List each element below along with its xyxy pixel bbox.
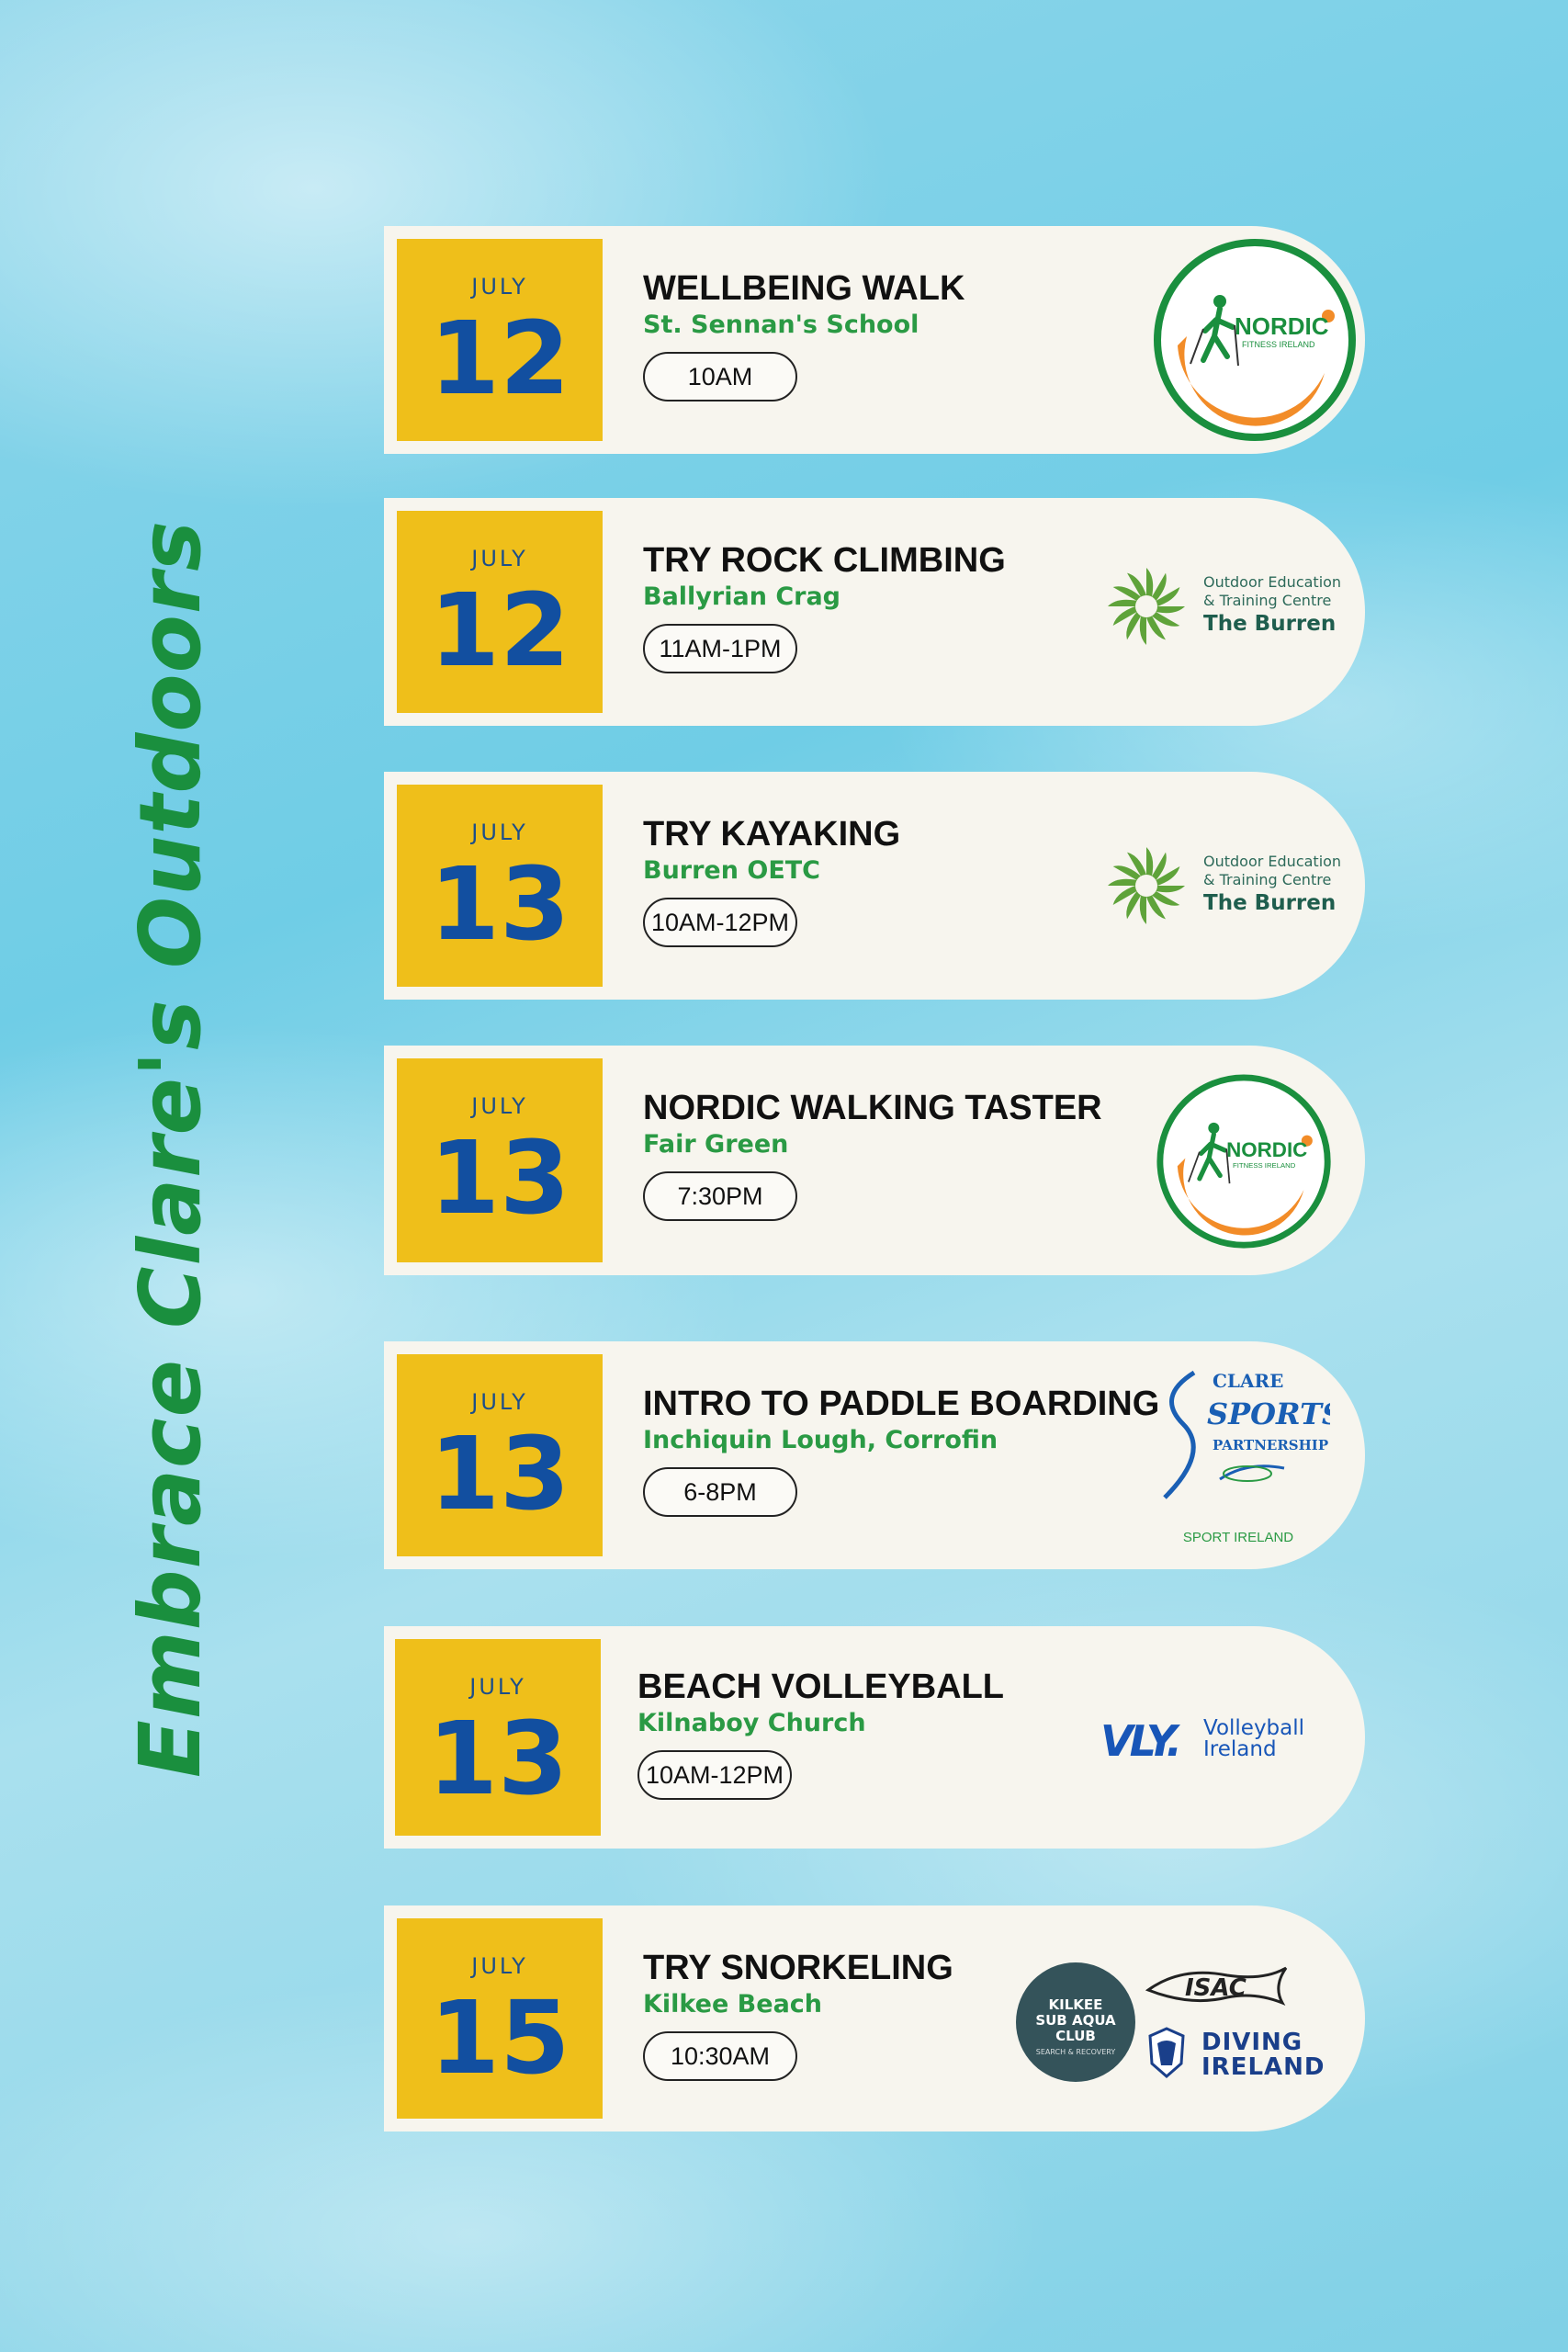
- event-card: [384, 1341, 1365, 1569]
- event-day: 13: [429, 845, 570, 963]
- burren-logo-text: [1203, 853, 1341, 917]
- clare-line3: PARTNERSHIP: [1213, 1437, 1329, 1453]
- nordic-logo-main: NORDIC: [1235, 312, 1329, 340]
- date-box: [397, 511, 603, 713]
- kilkee-sub-aqua-club-logo: [1016, 1962, 1135, 2082]
- event-card: [384, 1626, 1365, 1849]
- diving-ireland-logo: [1145, 2027, 1328, 2082]
- event-time: 10AM-12PM: [643, 898, 797, 947]
- event-location: Burren OETC: [643, 856, 820, 885]
- date-box: [395, 1639, 601, 1836]
- event-time: 10AM-12PM: [637, 1750, 792, 1800]
- event-day: 13: [427, 1700, 569, 1817]
- event-card: [384, 1046, 1365, 1275]
- event-info: [643, 1948, 953, 2081]
- event-location: Inchiquin Lough, Corrofin: [643, 1426, 998, 1454]
- date-box: [397, 785, 603, 987]
- event-info: [643, 1384, 1159, 1517]
- volleyball-line1: Volleyball: [1203, 1716, 1305, 1740]
- burren-oetc-logo: [1100, 840, 1348, 941]
- event-location: Fair Green: [643, 1130, 789, 1159]
- clare-sports-graphic: [1146, 1360, 1330, 1525]
- volleyball-ireland-mark: VLY.: [1100, 1716, 1179, 1766]
- nordic-logo-sub: FITNESS IRELAND: [1242, 340, 1315, 349]
- event-info: [637, 1667, 1004, 1800]
- event-title: TRY SNORKELING: [643, 1949, 953, 1987]
- isac-text: ISAC: [1185, 1974, 1247, 2002]
- burren-oetc-logo: [1100, 560, 1348, 662]
- event-month: JULY: [471, 546, 528, 571]
- nordic-logo-graphic: [1154, 1071, 1334, 1251]
- event-day: 15: [429, 1979, 570, 2097]
- event-title: BEACH VOLLEYBALL: [637, 1668, 1004, 1706]
- event-location: St. Sennan's School: [643, 311, 919, 339]
- date-box: [397, 239, 603, 441]
- event-day: 12: [429, 300, 570, 417]
- kilkee-sub: SEARCH & RECOVERY: [1035, 2048, 1116, 2056]
- event-card: [384, 498, 1365, 726]
- event-card: [384, 226, 1365, 454]
- event-month: JULY: [471, 1093, 528, 1119]
- event-month: JULY: [469, 1674, 526, 1700]
- event-month: JULY: [471, 274, 528, 300]
- shark-icon: [1145, 1955, 1292, 2019]
- isac-shark-logo: [1145, 1955, 1292, 2019]
- burren-swirl-icon: [1100, 560, 1192, 652]
- nordic-logo-main: NORDIC: [1226, 1137, 1308, 1161]
- volleyball-line2: Ireland: [1203, 1737, 1277, 1761]
- event-time: 6-8PM: [643, 1467, 797, 1517]
- event-day: 13: [429, 1415, 570, 1532]
- event-card: [384, 1905, 1365, 2132]
- event-day: 12: [429, 571, 570, 689]
- burren-line1: Outdoor Education: [1203, 573, 1342, 591]
- volleyball-ireland-text: [1203, 1718, 1304, 1760]
- date-box: [397, 1918, 603, 2119]
- event-location: Ballyrian Crag: [643, 582, 840, 611]
- event-info: [643, 1088, 1102, 1221]
- clare-line1: CLARE: [1213, 1370, 1284, 1392]
- event-location: Kilkee Beach: [643, 1990, 823, 2018]
- event-time: 10:30AM: [643, 2031, 797, 2081]
- diving-ireland-text: [1201, 2030, 1325, 2080]
- event-location: Kilnaboy Church: [637, 1709, 866, 1737]
- diving-line2: IRELAND: [1201, 2053, 1325, 2081]
- diving-line1: DIVING: [1201, 2029, 1303, 2056]
- event-info: [643, 540, 1006, 673]
- kilkee-line1: KILKEE: [1048, 1996, 1103, 2013]
- event-title: WELLBEING WALK: [643, 269, 965, 308]
- burren-line2: & Training Centre: [1203, 592, 1332, 609]
- event-title: TRY ROCK CLIMBING: [643, 541, 1006, 580]
- side-title-wrapper: [28, 276, 312, 2021]
- event-info: [643, 814, 900, 947]
- nordic-logo-graphic: [1150, 235, 1359, 445]
- harp-crest-icon: [1145, 2027, 1189, 2078]
- event-title: NORDIC WALKING TASTER: [643, 1089, 1102, 1127]
- kilkee-line3: CLUB: [1055, 2028, 1096, 2044]
- event-day: 13: [429, 1119, 570, 1237]
- burren-line3: The Burren: [1203, 612, 1337, 636]
- clare-sports-partnership-logo: [1146, 1360, 1330, 1553]
- volleyball-ireland-logo: [1100, 1713, 1321, 1768]
- burren-line2: & Training Centre: [1203, 871, 1332, 888]
- poster-title: Embrace Clare's Outdoors: [120, 519, 220, 1778]
- event-time: 7:30PM: [643, 1171, 797, 1221]
- date-box: [397, 1058, 603, 1262]
- date-box: [397, 1354, 603, 1556]
- kilkee-line2: SUB AQUA: [1035, 2012, 1116, 2029]
- burren-line3: The Burren: [1203, 891, 1337, 915]
- event-title: TRY KAYAKING: [643, 815, 901, 854]
- event-month: JULY: [471, 820, 528, 845]
- clare-line2: SPORTS: [1207, 1396, 1330, 1431]
- event-month: JULY: [471, 1953, 528, 1979]
- event-time: 11AM-1PM: [643, 624, 797, 673]
- nordic-fitness-ireland-logo: [1154, 1071, 1334, 1251]
- event-card: [384, 772, 1365, 1000]
- burren-line1: Outdoor Education: [1203, 853, 1342, 870]
- event-title: INTRO TO PADDLE BOARDING: [643, 1385, 1160, 1423]
- event-info: [643, 268, 964, 401]
- event-time: 10AM: [643, 352, 797, 401]
- nordic-logo-sub: FITNESS IRELAND: [1233, 1160, 1296, 1170]
- sport-ireland-label: SPORT IRELAND: [1182, 1530, 1294, 1545]
- burren-swirl-icon: [1100, 840, 1192, 932]
- nordic-fitness-ireland-logo: [1150, 235, 1359, 445]
- event-month: JULY: [471, 1389, 528, 1415]
- burren-logo-text: [1203, 573, 1341, 638]
